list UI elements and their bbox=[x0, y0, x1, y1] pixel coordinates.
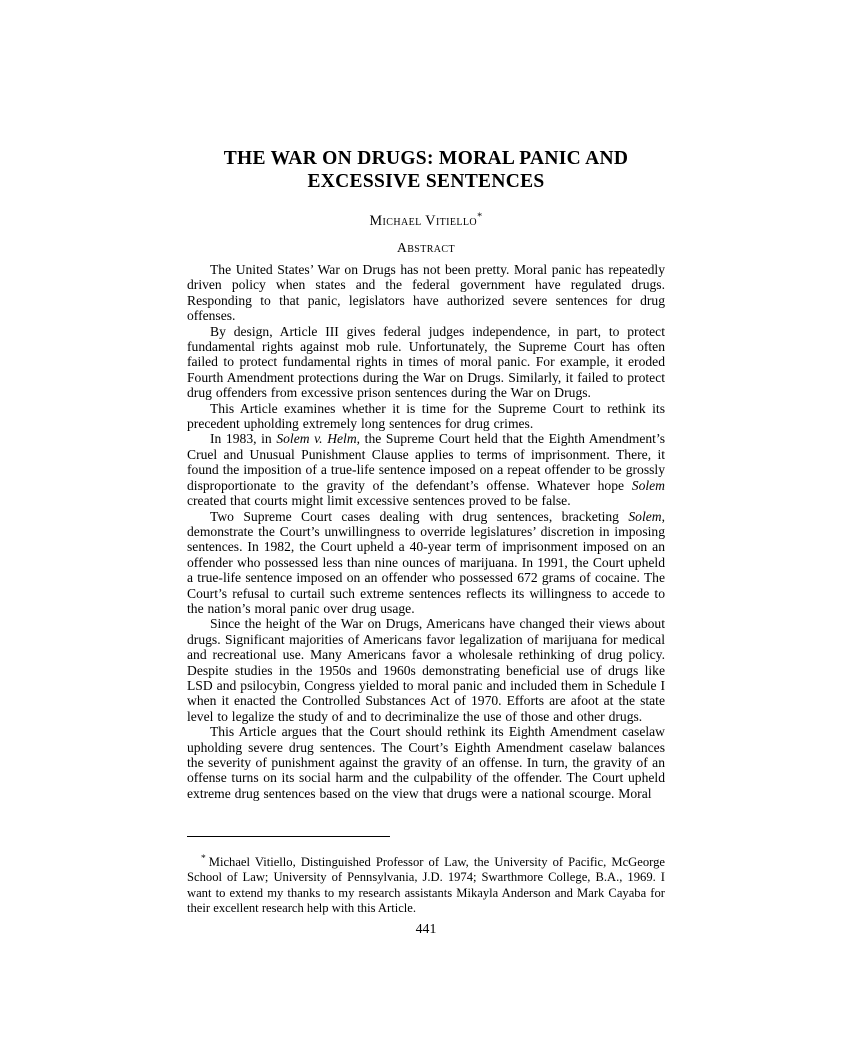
article-title bbox=[187, 147, 665, 193]
article-title-line-1: THE WAR ON DRUGS: MORAL PANIC AND bbox=[223, 148, 629, 169]
article-title-line-2: EXCESSIVE SENTENCES bbox=[307, 171, 545, 192]
author-line bbox=[187, 213, 665, 230]
abstract-paragraph bbox=[187, 401, 665, 432]
author-footnote bbox=[187, 855, 665, 916]
abstract-paragraph bbox=[187, 509, 665, 617]
case-name-italic: Solem bbox=[631, 477, 665, 493]
paragraph-text: Two Supreme Court cases dealing with drug sentences, bracketing bbox=[210, 508, 629, 524]
paragraph-text: Since the height of the War on Drugs, Americans have changed their views about drugs. Significant majorities of Americans favor legalization of marijuana for medical and recreational use. Many Americans favor a wholesale rethinking of drug policy. Despite studies in the 1950s and 1960s demonstrating beneficial use of drugs like LSD and psilocybin, Congress yielded to moral panic and included them in Schedule I when it enacted the Controlled Substances Act of 1970. Efforts are afoot at the state level to legalize the study of and to decriminalize the use of those and other drugs. bbox=[187, 616, 665, 724]
case-name-italic: Solem bbox=[628, 508, 662, 524]
abstract-body bbox=[187, 262, 665, 801]
paragraph-text: , demonstrate the Court’s unwillingness to override legislatures’ discretion in imposing sentences. In 1982, the Court upheld a 40-year term of imprisonment imposed on an offender who possessed less than nine ounces of marijuana. In 1991, the Court upheld a true-life sentence imposed on an offender who possessed 672 grams of cocaine. The Court’s refusal to curtail such extreme sentences reflects its willingness to accede to the nation’s moral panic over drug usage. bbox=[187, 508, 665, 616]
abstract-heading: Abstract bbox=[396, 240, 456, 255]
author-name: Michael Vitiello bbox=[369, 213, 478, 229]
abstract-paragraph bbox=[187, 324, 665, 401]
paragraph-text: By design, Article III gives federal judges independence, in part, to protect fundamental rights against mob rule. Unfortunately, the Supreme Court has often failed to protect fundamental rights in times of moral panic. For example, it eroded Fourth Amendment protections during the War on Drugs. Similarly, it failed to protect drug offenders from excessive prison sentences during the War on Drugs. bbox=[187, 323, 665, 401]
paragraph-text: In 1983, in bbox=[210, 431, 277, 447]
paragraph-text: This Article argues that the Court should rethink its Eighth Amendment caselaw upholding severe drug sentences. The Court’s Eighth Amendment caselaw balances the severity of punishment against the gravity of an offense. In turn, the gravity of an offense turns on its social harm and the culpability of the offender. The Court upheld extreme drug sentences based on the view that drugs were a national scourge. Moral bbox=[187, 724, 665, 801]
abstract-paragraph bbox=[187, 616, 665, 724]
footnote-separator-rule bbox=[187, 836, 390, 837]
abstract-paragraph bbox=[187, 262, 665, 324]
paragraph-text: created that courts might limit excessive sentences proved to be false. bbox=[187, 493, 571, 509]
author-footnote-mark: * bbox=[477, 211, 483, 223]
footnote-text: Michael Vitiello, Distinguished Professor of Law, the University of Pacific, McGeorge School of Law; University of Pennsylvania, J.D. 1974; Swarthmore College, B.A., 1969. I want to extend my thanks to my research assistants Mikayla Anderson and Mark Cayaba for their excellent research help with this Article. bbox=[187, 855, 665, 915]
abstract-paragraph bbox=[187, 431, 665, 508]
abstract-paragraph bbox=[187, 724, 665, 801]
case-name-italic: Solem v. Helm bbox=[276, 431, 357, 447]
page-number: 441 bbox=[415, 921, 437, 936]
paragraph-text: The United States’ War on Drugs has not been pretty. Moral panic has repeatedly driven policy when states and the federal government have regulated drugs. Responding to that panic, legislators have authorized severe sentences for drug offenses. bbox=[187, 262, 665, 324]
footnote-mark: * bbox=[201, 853, 206, 864]
paragraph-text: This Article examines whether it is time for the Supreme Court to rethink its precedent upholding extremely long sentences for drug crimes. bbox=[187, 400, 665, 432]
paragraph-text: , the Supreme Court held that the Eighth Amendment’s Cruel and Unusual Punishment Clause applies to terms of imprisonment. There, it found the imposition of a true-life sentence imposed on a repeat offender to be grossly disproportionate to the gravity of the defendant’s offense. Whatever hope bbox=[187, 431, 666, 493]
